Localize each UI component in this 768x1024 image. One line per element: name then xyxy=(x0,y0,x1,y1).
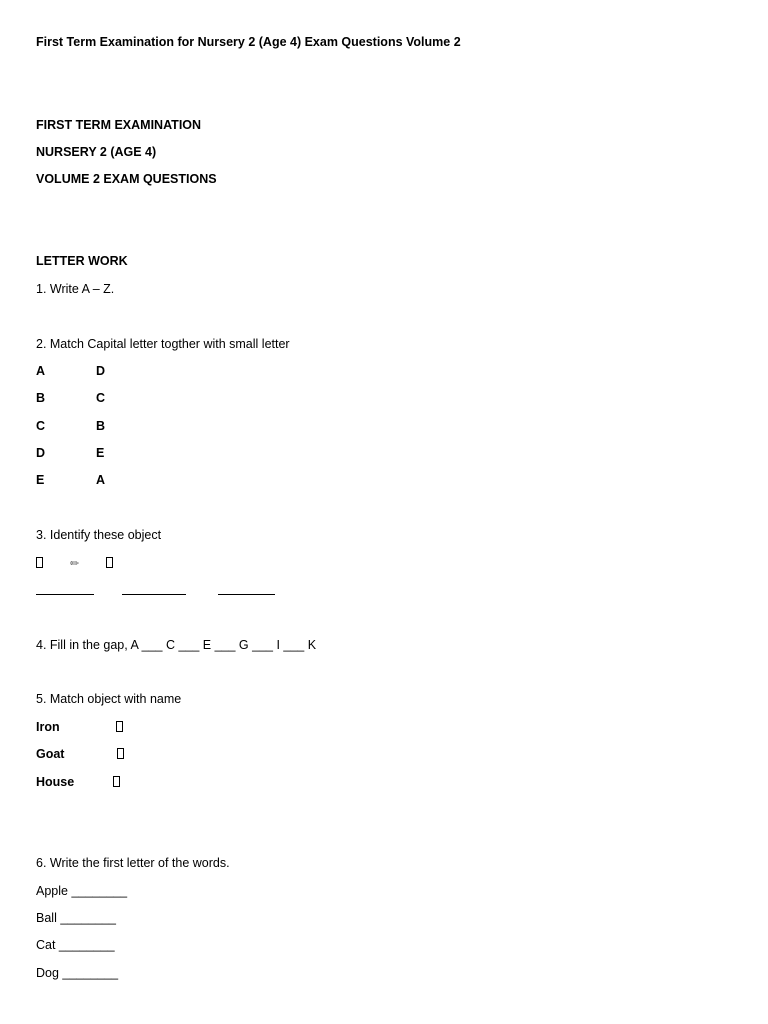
question-5: 5. Match object with name xyxy=(36,692,182,706)
small-letter-d: D xyxy=(96,364,106,378)
word-ball: Ball ________ xyxy=(36,911,116,925)
iron-image xyxy=(116,719,123,735)
capital-letter-a: A xyxy=(36,364,46,378)
object-name-house: House xyxy=(36,775,75,789)
section-title: LETTER WORK xyxy=(36,254,128,268)
question-6: 6. Write the first letter of the words. xyxy=(36,856,230,870)
small-letter-b: B xyxy=(96,419,106,433)
missing-image-icon xyxy=(113,776,120,787)
small-letter-e: E xyxy=(96,446,105,460)
header-exam: FIRST TERM EXAMINATION xyxy=(36,118,202,132)
question-2: 2. Match Capital letter togther with small letter xyxy=(36,337,290,351)
question-3: 3. Identify these object xyxy=(36,528,162,542)
capital-letter-d: D xyxy=(36,446,46,460)
capital-letter-c: C xyxy=(36,419,46,433)
missing-image-icon xyxy=(116,721,123,732)
small-letter-c: C xyxy=(96,391,106,405)
missing-image-icon xyxy=(36,557,43,568)
house-image xyxy=(113,774,120,790)
missing-image-icon xyxy=(117,748,124,759)
word-dog: Dog ________ xyxy=(36,966,119,980)
object-name-goat: Goat xyxy=(36,747,65,761)
header-class: NURSERY 2 (AGE 4) xyxy=(36,145,157,159)
answer-blank[interactable] xyxy=(36,594,94,595)
word-cat: Cat ________ xyxy=(36,938,115,952)
object-name-iron: Iron xyxy=(36,720,60,734)
document-title: First Term Examination for Nursery 2 (Age 4) Exam Questions Volume 2 xyxy=(36,35,461,49)
question-1: 1. Write A – Z. xyxy=(36,282,115,296)
missing-image-icon xyxy=(106,557,113,568)
object-row xyxy=(36,555,113,572)
capital-letter-e: E xyxy=(36,473,45,487)
question-4: 4. Fill in the gap, A ___ C ___ E ___ G ___ I ___ K xyxy=(36,638,317,652)
capital-letter-b: B xyxy=(36,391,46,405)
answer-blank[interactable] xyxy=(122,594,186,595)
answer-blank[interactable] xyxy=(218,594,275,595)
pencil-icon: ✏ xyxy=(69,558,80,570)
word-apple: Apple ________ xyxy=(36,884,128,898)
goat-image xyxy=(117,746,124,762)
small-letter-a: A xyxy=(96,473,106,487)
header-volume: VOLUME 2 EXAM QUESTIONS xyxy=(36,172,217,186)
